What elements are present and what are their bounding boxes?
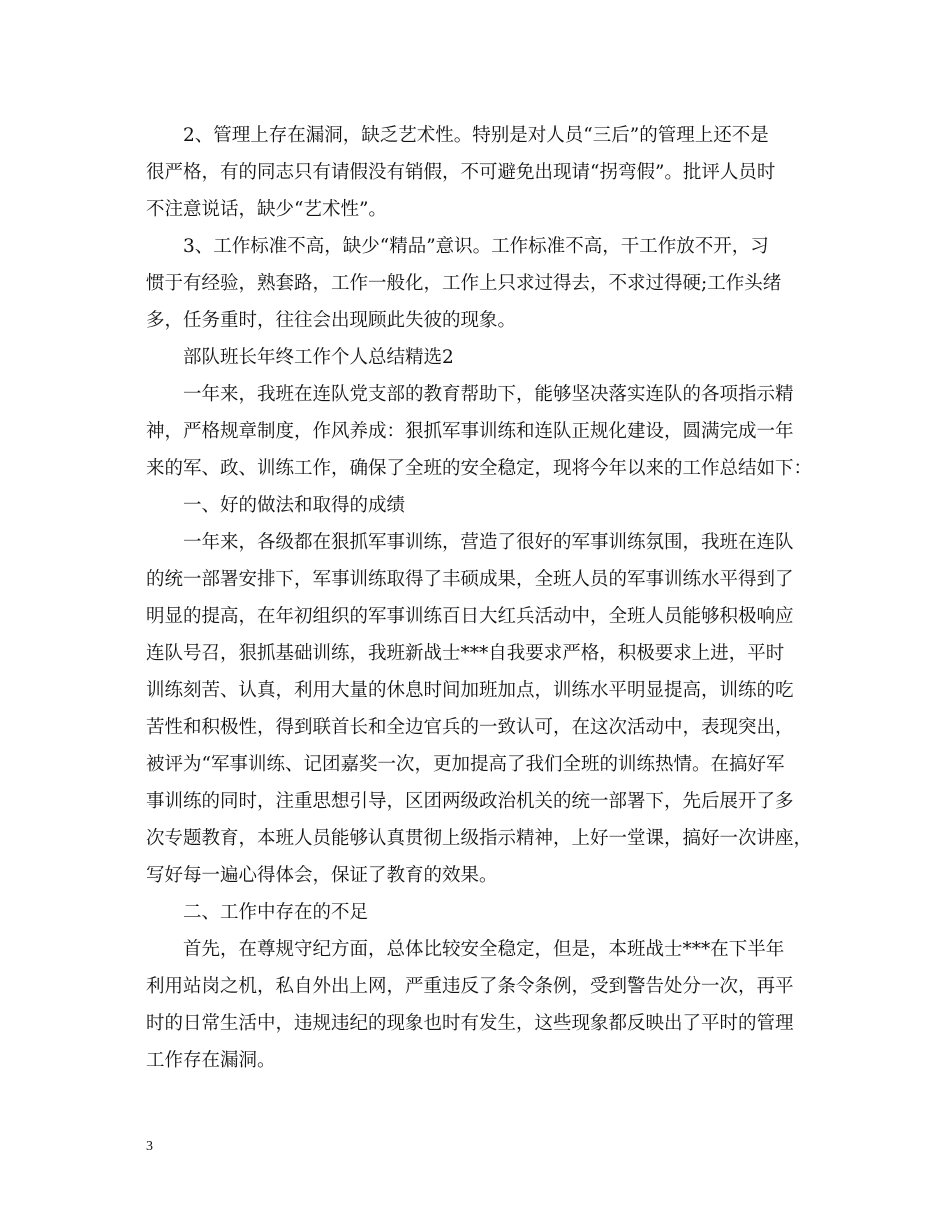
text-line: 被评为“军事训练、记团嘉奖一次，更加提高了我们全班的训练热情。在搞好军 (146, 754, 785, 775)
text-line: 工作存在漏洞。 (146, 1050, 276, 1071)
text-line: 神，严格规章制度，作风养成：狠抓军事训练和连队正规化建设，圆满完成一年 (146, 421, 794, 442)
text-line: 的统一部署安排下，军事训练取得了丰硕成果，全班人员的军事训练水平得到了 (146, 569, 794, 590)
text-line: 首先，在尊规守纪方面，总体比较安全稳定，但是，本班战士***在下半年 (183, 939, 785, 960)
page-number: 3 (146, 1139, 153, 1154)
text-line: 训练刻苦、认真，利用大量的休息时间加班加点，训练水平明显提高，训练的吃 (146, 680, 794, 701)
document-body (146, 117, 811, 1079)
text-line: 多，任务重时，往往会出现顾此失彼的现象。 (146, 310, 517, 331)
text-line: 利用站岗之机，私自外出上网，严重违反了条令条例，受到警告处分一次，再平 (146, 976, 794, 997)
text-line: 一年来，各级都在狠抓军事训练，营造了很好的军事训练氛围，我班在连队 (183, 532, 794, 553)
text-line: 写好每一遍心得体会，保证了教育的效果。 (146, 865, 498, 886)
text-line: 一、好的做法和取得的成绩 (183, 495, 406, 516)
text-line: 次专题教育，本班人员能够认真贯彻上级指示精神，上好一堂课，搞好一次讲座， (146, 828, 813, 849)
text-line: 二、工作中存在的不足 (183, 902, 369, 923)
text-line: 时的日常生活中，违规违纪的现象也时有发生，这些现象都反映出了平时的管理 (146, 1013, 794, 1034)
text-line: 事训练的同时，注重思想引导，区团两级政治机关的统一部署下，先后展开了多 (146, 791, 794, 812)
text-line: 很严格，有的同志只有请假没有销假，不可避免出现请“拐弯假”。批评人员时 (146, 162, 776, 183)
text-line: 来的军、政、训练工作，确保了全班的安全稳定，现将今年以来的工作总结如下： (146, 458, 813, 479)
text-line: 惯于有经验，熟套路，工作一般化，工作上只求过得去，不求过得硬;工作头绪 (146, 273, 782, 294)
text-line: 不注意说话，缺少“艺术性”。 (146, 199, 387, 220)
text-line: 明显的提高，在年初组织的军事训练百日大红兵活动中，全班人员能够积极响应 (146, 606, 794, 627)
text-line: 苦性和积极性，得到联首长和全边官兵的一致认可，在这次活动中，表现突出， (146, 717, 794, 738)
text-line: 连队号召，狠抓基础训练，我班新战士***自我要求严格，积极要求上进，平时 (146, 643, 785, 664)
text-line: 一年来，我班在连队党支部的教育帮助下，能够坚决落实连队的各项指示精 (183, 384, 794, 405)
text-line: 2、管理上存在漏洞，缺乏艺术性。特别是对人员“三后”的管理上还不是 (183, 125, 769, 146)
text-line: 3、工作标准不高，缺少“精品”意识。工作标准不高，干工作放不开，习 (183, 236, 769, 257)
text-line: 部队班长年终工作个人总结精选2 (183, 347, 454, 368)
